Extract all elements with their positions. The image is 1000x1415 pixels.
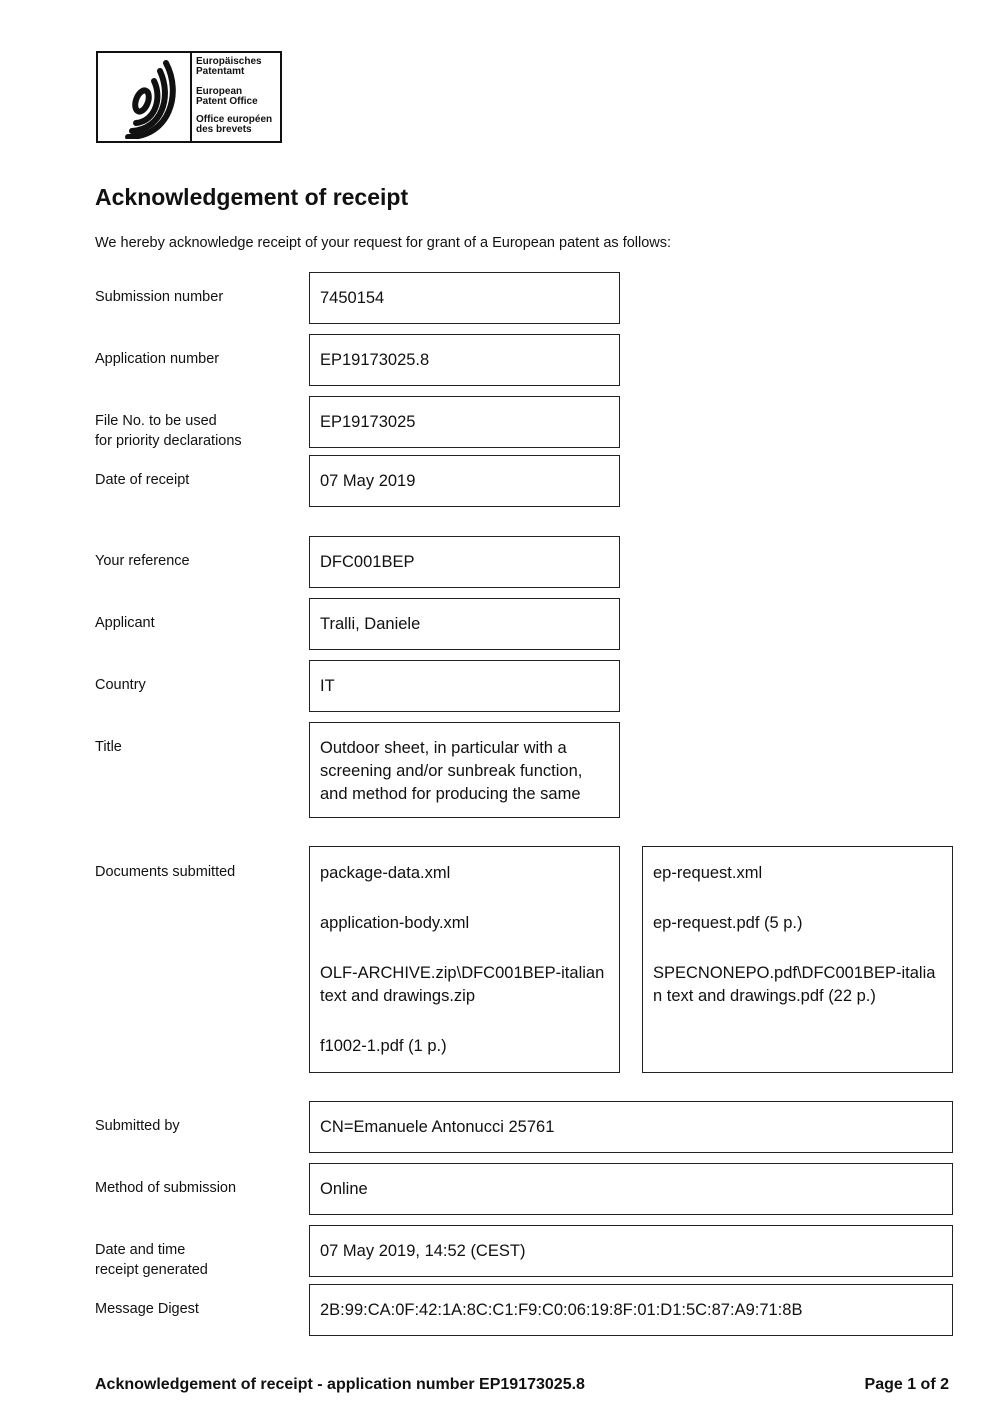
submitted-by-label: Submitted by xyxy=(95,1118,180,1134)
date-of-receipt-value: 07 May 2019 xyxy=(309,455,620,507)
submission-number-label: Submission number xyxy=(95,289,224,305)
digest-value: 2B:99:CA:0F:42:1A:8C:C1:F9:C0:06:19:8F:01:D1:5C:87:A9:71:8B xyxy=(309,1284,953,1336)
title-value-line: Outdoor sheet, in particular with a xyxy=(320,739,567,757)
title-value-line: screening and/or sunbreak function, xyxy=(320,762,583,780)
document-item xyxy=(653,962,942,1008)
file-no-label-line1: File No. to be used xyxy=(95,413,217,429)
document-item xyxy=(653,862,942,885)
file-no-value: EP19173025 xyxy=(309,396,620,448)
document-item-line: ep-request.pdf (5 p.) xyxy=(653,914,803,932)
document-item xyxy=(653,912,942,935)
applicant-value: Tralli, Daniele xyxy=(309,598,620,650)
applicant-label: Applicant xyxy=(95,615,155,631)
epo-emblem-icon xyxy=(106,57,188,139)
epo-logo xyxy=(96,51,282,143)
method-label: Method of submission xyxy=(95,1180,237,1196)
your-reference-label: Your reference xyxy=(95,553,190,569)
file-no-label-line2: for priority declarations xyxy=(95,433,242,449)
document-item-line: SPECNONEPO.pdf\DFC001BEP-italia xyxy=(653,964,936,982)
footer-title: Acknowledgement of receipt - application number EP19173025.8 xyxy=(95,1376,585,1393)
document-item-line: OLF-ARCHIVE.zip\DFC001BEP-italian xyxy=(320,964,605,982)
logo-text-line: European xyxy=(196,86,243,97)
documents-right-box xyxy=(642,846,953,1073)
document-item-line: f1002-1.pdf (1 p.) xyxy=(320,1037,447,1055)
application-number-value: EP19173025.8 xyxy=(309,334,620,386)
logo-text-line: Patent Office xyxy=(196,96,258,107)
documents-left-box xyxy=(309,846,620,1073)
document-item-line: package-data.xml xyxy=(320,864,451,882)
logo-text-line: des brevets xyxy=(196,124,252,135)
document-item-line: text and drawings.zip xyxy=(320,987,476,1005)
title-value xyxy=(309,722,620,818)
country-label: Country xyxy=(95,677,146,693)
date-time-label-line1: Date and time xyxy=(95,1242,186,1258)
your-reference-value: DFC001BEP xyxy=(309,536,620,588)
document-item xyxy=(320,912,609,935)
intro-text: We hereby acknowledge receipt of your request for grant of a European patent as follows: xyxy=(95,235,672,251)
document-item-line: n text and drawings.pdf (22 p.) xyxy=(653,987,876,1005)
document-item xyxy=(320,962,609,1008)
document-item-line: ep-request.xml xyxy=(653,864,763,882)
title-label: Title xyxy=(95,739,122,755)
logo-text-line: Europäisches xyxy=(196,56,262,67)
page-title: Acknowledgement of receipt xyxy=(95,184,409,210)
submitted-by-value: CN=Emanuele Antonucci 25761 xyxy=(309,1101,953,1153)
method-value: Online xyxy=(309,1163,953,1215)
country-value: IT xyxy=(309,660,620,712)
logo-text-line: Office européen xyxy=(196,114,273,125)
logo-divider xyxy=(190,53,192,141)
date-time-value: 07 May 2019, 14:52 (CEST) xyxy=(309,1225,953,1277)
submission-number-value: 7450154 xyxy=(309,272,620,324)
page-number: Page 1 of 2 xyxy=(864,1376,949,1393)
document-item xyxy=(320,862,609,885)
document-item-line: application-body.xml xyxy=(320,914,470,932)
documents-label: Documents submitted xyxy=(95,864,236,880)
application-number-label: Application number xyxy=(95,351,220,367)
date-time-label-line2: receipt generated xyxy=(95,1262,208,1278)
digest-label: Message Digest xyxy=(95,1301,199,1317)
logo-text-line: Patentamt xyxy=(196,66,245,77)
date-of-receipt-label: Date of receipt xyxy=(95,472,190,488)
document-item xyxy=(320,1035,609,1058)
title-value-line: and method for producing the same xyxy=(320,785,581,803)
